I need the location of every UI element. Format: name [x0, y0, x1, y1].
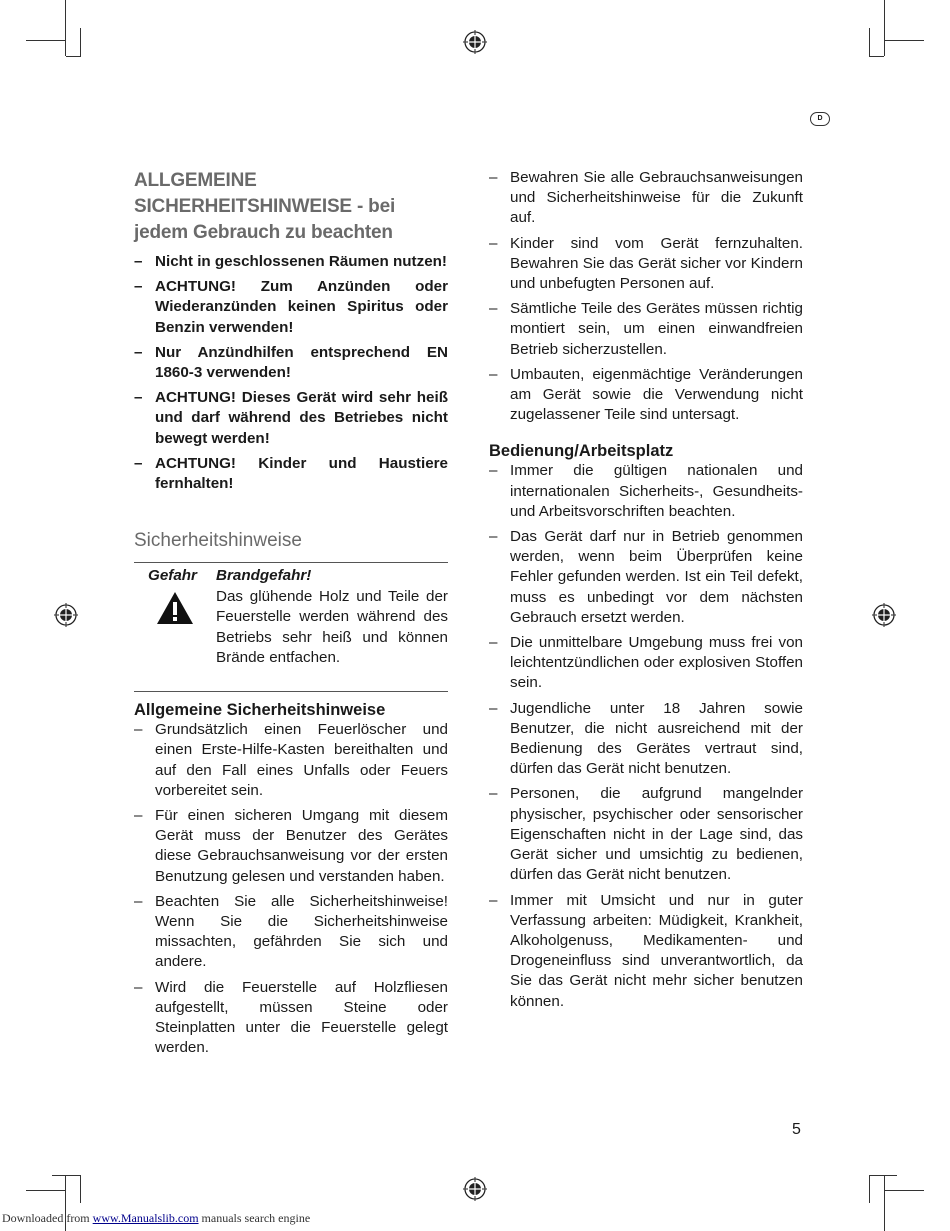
list-item: – Personen, die aufgrund mangelnder physischer, psychischer oder sensorischer Eigenschaften nicht in der Lage sind, das Gerät sicher und umsichtig zu bedienen, dürfen das Gerät nicht benutzen.: [489, 784, 803, 885]
crop-mark: [66, 56, 81, 57]
main-heading-line-2: SICHERHEITSHINWEISE - bei: [134, 196, 396, 217]
crop-mark: [869, 56, 884, 57]
main-heading: [134, 168, 448, 246]
crop-mark: [884, 1175, 885, 1231]
section-title-operation: Bedienung/Arbeitsplatz: [489, 442, 674, 461]
operation-workplace-list: [489, 461, 803, 1011]
danger-notice: [134, 562, 448, 692]
list-item: – Grundsätzlich einen Feuerlöscher und einen Erste-Hilfe-Kasten bereithalten und auf den Fall eines Unfalls oder Feuers vorbereitet sein.: [134, 720, 448, 801]
list-item: – Das Gerät darf nur in Betrieb genommen werden, wenn beim Überprüfen keine Fehler gefunden werden. Ist ein Teil defekt, muss es unbedingt vor dem nächsten Gebrauch ersetzt werden.: [489, 527, 803, 628]
list-item: – Bewahren Sie alle Gebrauchsanweisungen und Sicherheitshinweise für die Zukunft auf.: [489, 168, 803, 229]
safety-subheading: Sicherheitshinweise: [134, 530, 302, 552]
list-item: – Kinder sind vom Gerät fernzuhalten. Bewahren Sie das Gerät sicher vor Kindern und unbefugten Personen auf.: [489, 234, 803, 295]
danger-label: Gefahr: [148, 567, 197, 585]
registration-mark-icon: [872, 603, 896, 627]
registration-mark-icon: [54, 603, 78, 627]
list-item: – ACHTUNG! Kinder und Haustiere fernhalten!: [134, 454, 448, 494]
download-footer: [2, 1211, 310, 1226]
crop-mark: [869, 1175, 870, 1203]
list-item: – Jugendliche unter 18 Jahren sowie Benutzer, die nicht ausreichend mit der Bedienung des Gerätes vertraut sind, dürfen das Gerät nicht benutzen.: [489, 699, 803, 780]
page-number: 5: [792, 1121, 801, 1138]
section-title-general: Allgemeine Sicherheitshinweise: [134, 701, 386, 720]
crop-mark: [869, 28, 870, 56]
crop-mark: [884, 1190, 924, 1191]
footer-link[interactable]: www.Manualslib.com: [92, 1211, 199, 1225]
crop-mark: [80, 28, 81, 56]
list-item: – Für einen sicheren Umgang mit diesem Gerät muss der Benutzer des Gerätes diese Gebrauchsanweisung vor der ersten Benutzung gelesen und verstanden haben.: [134, 806, 448, 887]
crop-mark: [869, 1175, 897, 1176]
general-rules-list: [489, 168, 803, 425]
registration-mark-icon: [463, 1177, 487, 1201]
list-item: – Immer mit Umsicht und nur in guter Verfassung arbeiten: Müdigkeit, Krankheit, Alkoholgenuss, Medikamenten- und Drogeneinfluss sind unverantwortlich, da Sie das Gerät nicht mehr sicher benutzen können.: [489, 891, 803, 1012]
crop-mark: [884, 0, 885, 56]
registration-mark-icon: [463, 30, 487, 54]
list-item: – Nur Anzündhilfen entsprechend EN 1860-3 verwenden!: [134, 343, 448, 383]
warning-triangle-icon: [156, 591, 194, 625]
left-column: [134, 168, 448, 1063]
crop-mark: [80, 1175, 81, 1203]
crop-mark: [65, 0, 66, 56]
footer-prefix: Downloaded from: [2, 1211, 90, 1225]
crop-mark: [52, 1175, 80, 1176]
danger-text: Das glühende Holz und Teile der Feuerstelle werden während des Betriebs sehr heiß und können Brände entfachen.: [216, 588, 448, 666]
footer-suffix: manuals search engine: [201, 1211, 311, 1225]
right-column: [489, 168, 803, 1017]
language-badge: D: [810, 112, 830, 126]
list-item: – ACHTUNG! Dieses Gerät wird sehr heiß und darf während des Betriebes nicht bewegt werden!: [134, 388, 448, 449]
list-item: – Nicht in geschlossenen Räumen nutzen!: [134, 252, 448, 272]
main-heading-line-1: ALLGEMEINE: [134, 170, 257, 191]
crop-mark: [26, 1190, 66, 1191]
list-item: – Die unmittelbare Umgebung muss frei von leichtentzündlichen oder explosiven Stoffen sein.: [489, 633, 803, 694]
danger-title: Brandgefahr!: [216, 567, 312, 585]
crop-mark: [884, 40, 924, 41]
list-item: – Immer die gültigen nationalen und internationalen Sicherheits-, Gesundheits- und Arbeitsvorschriften beachten.: [489, 461, 803, 522]
list-item: – Sämtliche Teile des Gerätes müssen richtig montiert sein, um einen einwandfreien Betrieb sicherzustellen.: [489, 299, 803, 360]
main-heading-line-3: jedem Gebrauch zu beachten: [134, 222, 393, 243]
list-item: – Umbauten, eigenmächtige Veränderungen am Gerät sowie die Verwendung nicht zugelassener Teile sind untersagt.: [489, 365, 803, 426]
list-item: – Beachten Sie alle Sicherheitshinweise! Wenn Sie die Sicherheitshinweise missachten, gefährden Sie sich und andere.: [134, 892, 448, 973]
general-safety-list: [134, 720, 448, 1058]
list-item: – ACHTUNG! Zum Anzünden oder Wiederanzünden keinen Spiritus oder Benzin verwenden!: [134, 277, 448, 338]
important-warnings-list: [134, 252, 448, 494]
crop-mark: [26, 40, 66, 41]
list-item: – Wird die Feuerstelle auf Holzfliesen aufgestellt, müssen Steine oder Steinplatten unter die Feuerstelle gelegt werden.: [134, 978, 448, 1059]
